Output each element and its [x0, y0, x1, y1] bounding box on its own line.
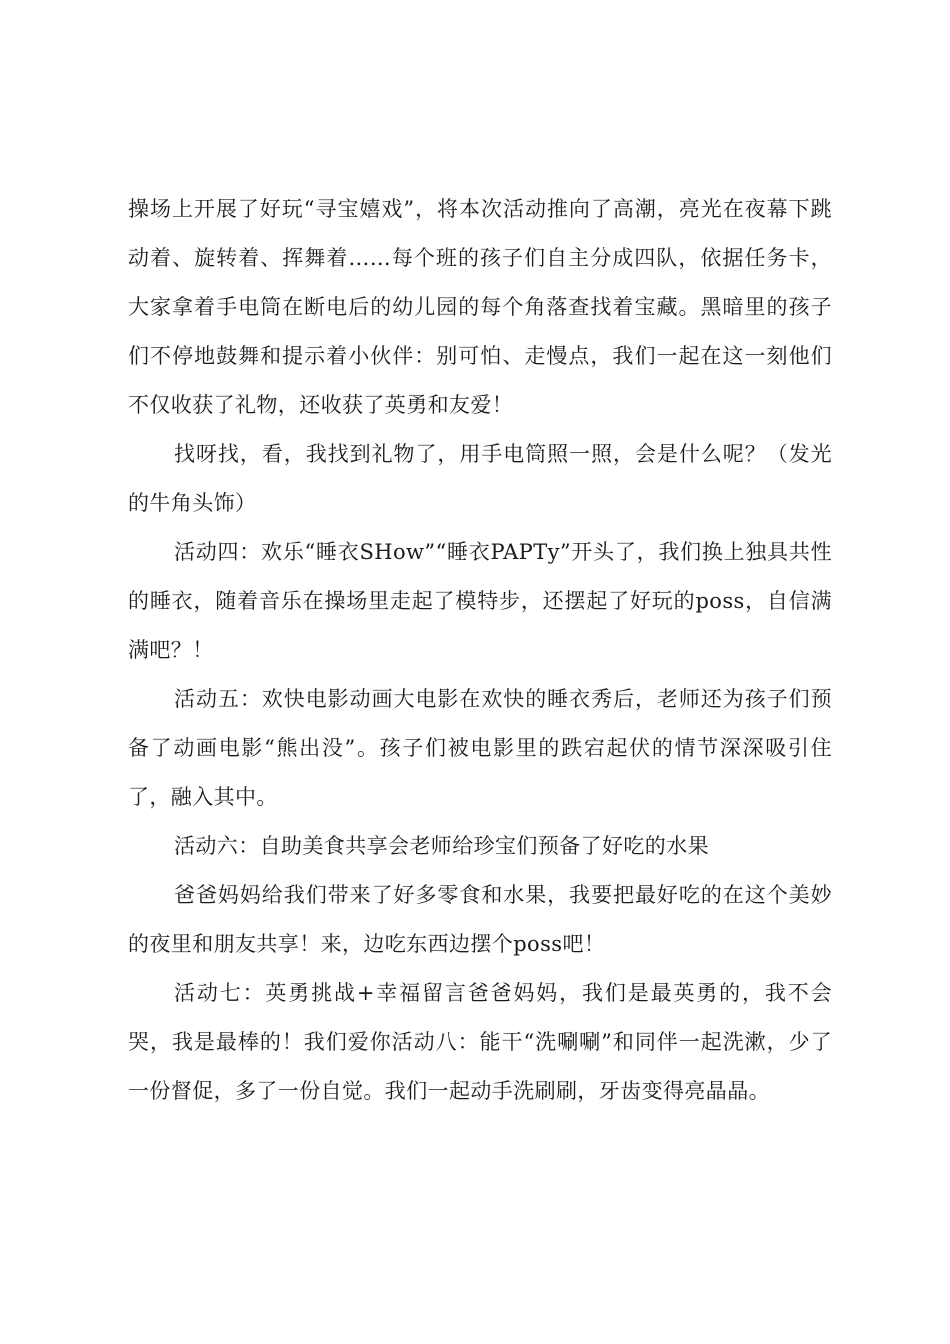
paragraph-snacks-sharing: 爸爸妈妈给我们带来了好多零食和水果，我要把最好吃的在这个美妙的夜里和朋友共享！来，边吃东西边摆个poss吧！ — [128, 883, 832, 956]
paragraph-activity-seven-eight: 活动七：英勇挑战+幸福留言爸爸妈妈，我们是最英勇的，我不会哭，我是最棒的！我们爱你活动八：能干“洗唰唰”和同伴一起洗漱，少了一份督促，多了一份自觉。我们一起动手洗刷刷，牙齿变得亮晶晶。 — [128, 981, 832, 1103]
paragraph-activity-five: 活动五：欢快电影动画大电影在欢快的睡衣秀后，老师还为孩子们预备了动画电影“熊出没”。孩子们被电影里的跌宕起伏的情节深深吸引住了，融入其中。 — [128, 687, 832, 809]
paragraph-activity-six: 活动六：自助美食共享会老师给珍宝们预备了好吃的水果 — [174, 834, 709, 858]
paragraph-gift-found: 找呀找，看，我找到礼物了，用手电筒照一照，会是什么呢？（发光的牛角头饰） — [128, 442, 832, 515]
paragraph-activity-four: 活动四：欢乐“睡衣SHow”“睡衣PAPTy”开头了，我们换上独具共性的睡衣，随着音乐在操场里走起了模特步，还摆起了好玩的poss，自信满满吧？！ — [128, 540, 832, 662]
paragraph-treasure-hunt: 操场上开展了好玩“寻宝嬉戏”，将本次活动推向了高潮，亮光在夜幕下跳动着、旋转着、挥舞着……每个班的孩子们自主分成四队，依据任务卡，大家拿着手电筒在断电后的幼儿园的每个角落查找着宝藏。黑暗里的孩子们不停地鼓舞和提示着小伙伴：别可怕、走慢点，我们一起在这一刻他们不仅收获了礼物，还收获了英勇和友爱！ — [128, 197, 832, 417]
document-body — [128, 185, 832, 1116]
